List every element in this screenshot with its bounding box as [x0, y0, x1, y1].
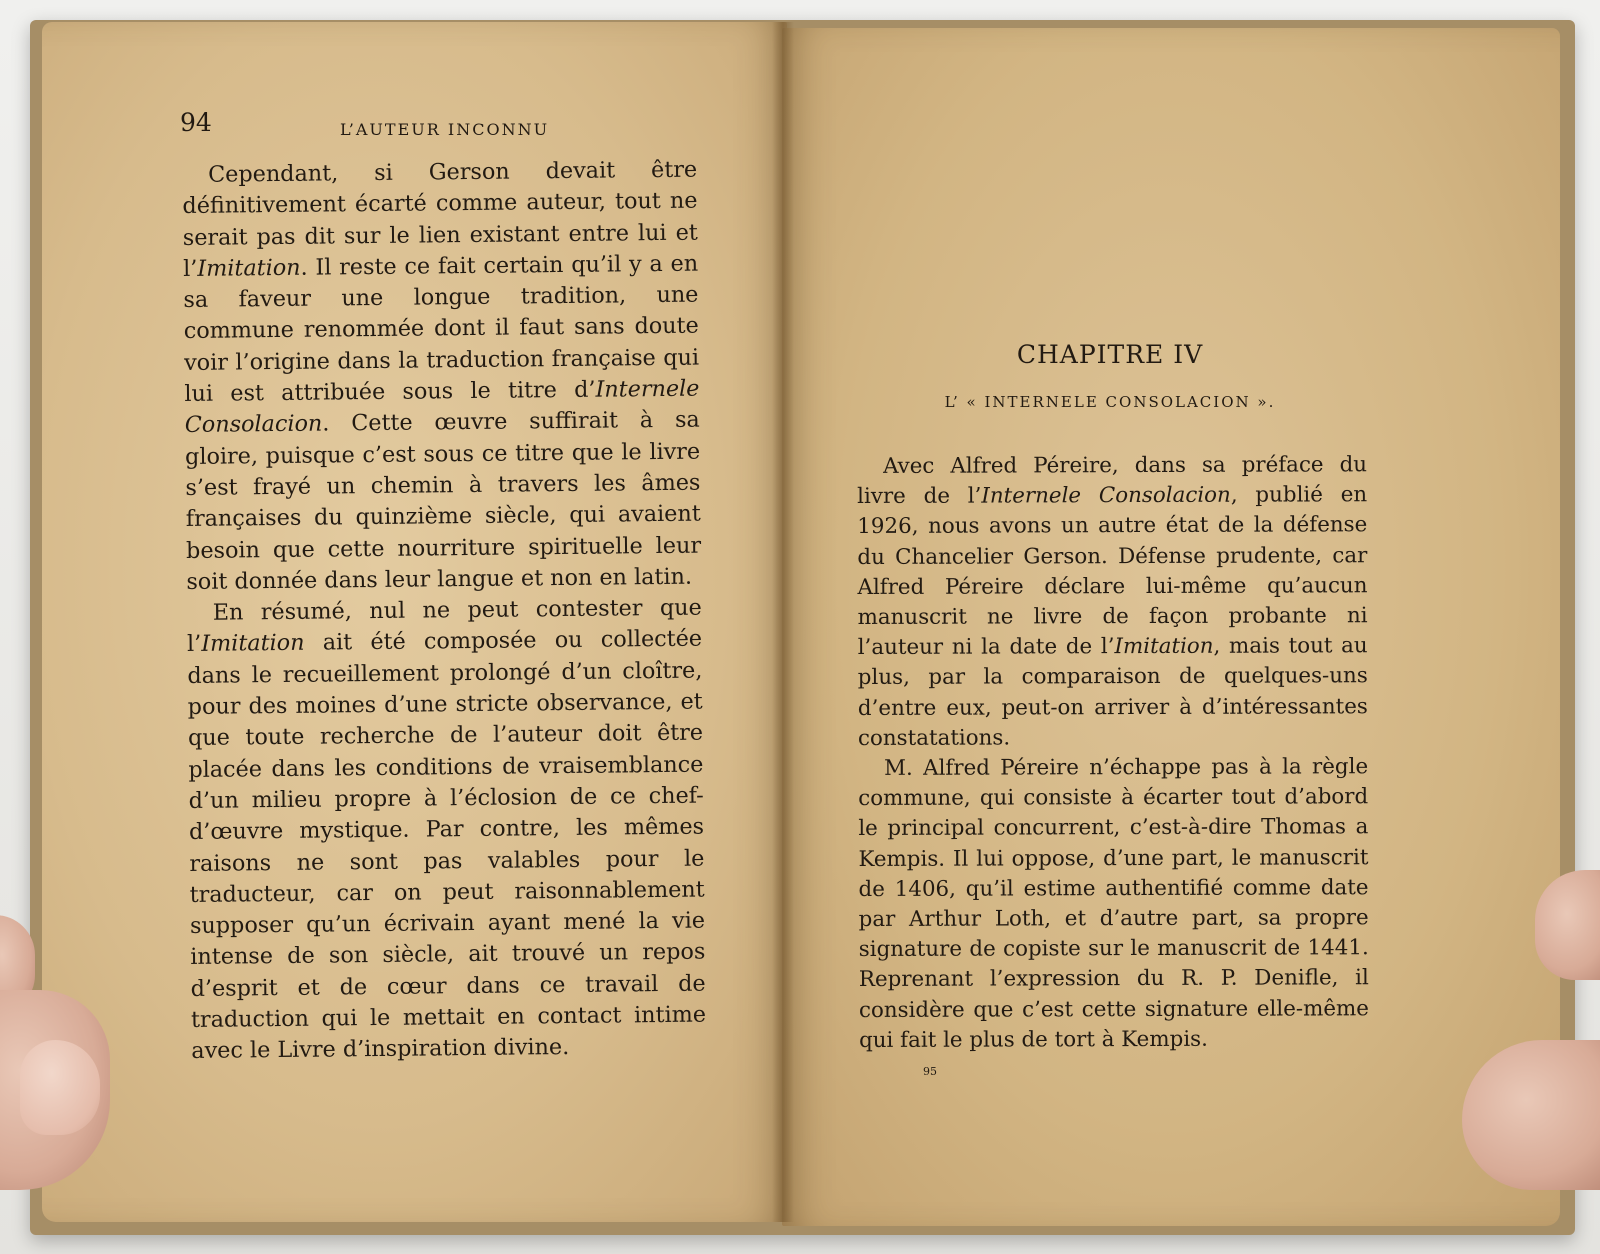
- left_page-paragraph: [187, 593, 707, 1068]
- book-gutter: [772, 22, 794, 1222]
- text-run: ait été composée ou collectée dans le recueillement prolongé d’un cloître, pour des moines d’une stricte observance, et que toute recherche de l’auteur doit être placée dans les conditions de vraisemblance d’un milieu propre à l’éclosion de ce chef-d’œuvre mystique. Par contre, les mêmes raisons ne sont pas valables pour le traducteur, car on peut raisonnablement supposer qu’un écrivain ayant mené la vie intense de son siècle, ait trouvé un repos d’esprit et de cœur dans ce travail de traduction qui le mettait en contact intime avec le Livre d’inspiration divine.: [187, 626, 707, 1065]
- italic-title: Imitation: [201, 630, 305, 658]
- left-page-text: [182, 155, 706, 1068]
- text-run: , mais tout au plus, par la comparaison de quelques-uns d’entre eux, peut-on arriver à d’intéressantes constatations.: [857, 633, 1368, 751]
- left_page-paragraph: [182, 155, 702, 599]
- text-run: M. Alfred Péreire n’échappe pas à la règle commune, qui consiste à écarter tout d’abord le principal concurrent, c’est-à-dire Thomas a Kempis. Il lui oppose, d’une part, le manuscrit de 1406, qu’il estime authentifié comme date par Arthur Loth, et d’autre part, sa propre signature de copiste sur le manuscrit de 1441. Reprenant l’expression du R. P. Denifle, il considère que c’est cette signature elle-même qui fait le plus de tort à Kempis.: [858, 754, 1369, 1053]
- left-thumbnail: [20, 1040, 100, 1135]
- right_page-paragraph: [858, 752, 1369, 1056]
- text-run: . Il reste ce fait certain qu’il y a en sa faveur une longue tradition, une commune renommée dont il faut sans doute voir l’origine dans la traduction française qui lui est attribuée sous le titre d’: [183, 250, 700, 408]
- chapter-subtitle: L’ « INTERNELE CONSOLACION ».: [944, 393, 1276, 411]
- italic-title: Imitation: [197, 254, 301, 282]
- left-page-number: 94: [180, 108, 212, 137]
- italic-title: Imitation: [1114, 633, 1214, 660]
- running-head: [180, 108, 700, 148]
- chapter-title: CHAPITRE IV: [1016, 340, 1204, 369]
- italic-title: Internele Consolacion: [981, 482, 1231, 509]
- right-page-text: [857, 450, 1369, 1056]
- running-title: L’AUTEUR INCONNU: [340, 120, 550, 139]
- text-run: Cependant, si Gerson devait être définitivement écarté comme auteur, tout ne serait pas dit sur le lien existant entre lui et l’: [182, 156, 698, 282]
- text-run: En résumé, nul ne peut contester que l’: [186, 594, 702, 658]
- right_page-paragraph: [857, 450, 1368, 754]
- text-run: , publié en 1926, nous avons un autre état de la défense du Chancelier Gerson. Défense prudente, car Alfred Péreire déclare lui-même qu’aucun manuscrit ne livre de façon probante ni l’auteur ni la date de l’: [857, 482, 1368, 661]
- text-run: . Cette œuvre suffirait à sa gloire, puisque c’est sous ce titre que le livre s’est frayé un chemin à travers les âmes françaises du quinzième siècle, qui avaient besoin que cette nourriture spirituelle leur soit donnée dans leur langue et non en latin.: [184, 406, 702, 595]
- right-page-number: 95: [923, 1065, 937, 1078]
- text-run: Avec Alfred Péreire, dans sa préface du livre de l’: [857, 452, 1368, 510]
- italic-title: Internele Consolacion: [184, 375, 700, 439]
